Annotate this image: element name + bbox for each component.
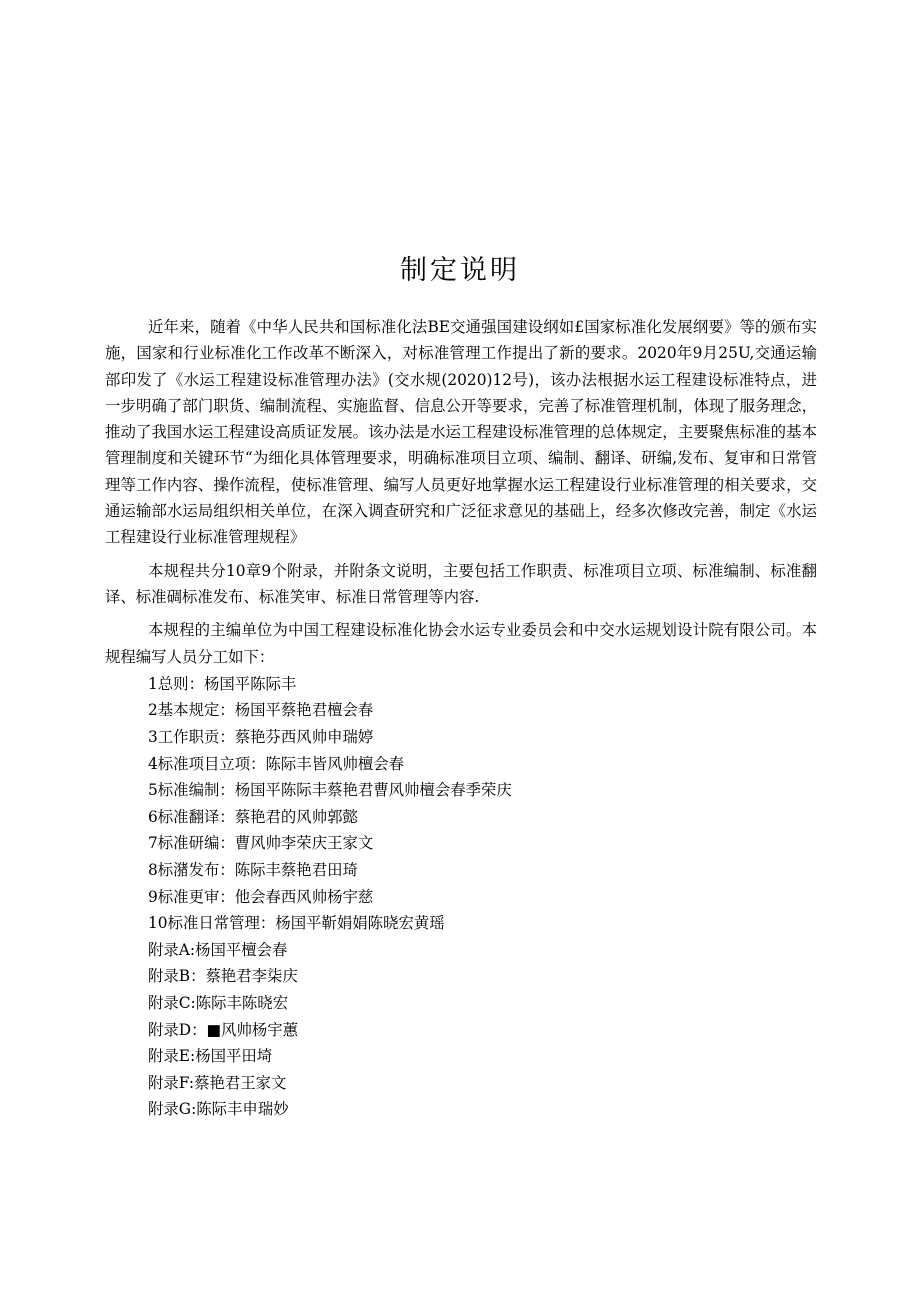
- text-line: 近年来，随着《中华人民共和国标准化法BE交通强国建设纲如£国家标准化发展纲要》等: [148, 318, 756, 336]
- list-item: 附录B：蔡艳君李柒庆: [148, 967, 298, 986]
- text-line: 本规程的主编单位为中国工程建设标准化协会水运专业委员会和中交水运规划设计院有: [148, 621, 740, 640]
- paragraph-editors: [105, 617, 817, 670]
- list-item: 10标准日常管理：杨国平靳娟娟陈晓宏黄瑶: [148, 914, 445, 933]
- list-item: 4标准项目立项：陈际丰皆风帅檀会春: [148, 754, 405, 773]
- text-line: 设标准管理的总体规定，主要聚焦标准的基本管理制度和关键环节“为细化具体管理要求，明: [105, 423, 817, 468]
- text-line: 本规程共分10章9个附录，并附条文说明，主要包括工作职责、标准项目立项、标准编制、: [148, 561, 771, 580]
- text-line: 标准管理规程》: [197, 528, 306, 547]
- list-item: 1总则：杨国平陈际丰: [148, 674, 297, 693]
- list-item: 8标潴发布：陈际丰蔡艳君田琦: [148, 861, 358, 880]
- text-line: 确标准项目立项、编制、翻译、研编,发布、复审和日常管理等工作内容、操作流程，使标准管: [105, 449, 817, 494]
- list-item: 6标准翻译：蔡艳君的风帅郭懿: [148, 807, 358, 826]
- list-item: 附录E:杨国平田埼: [148, 1047, 273, 1066]
- document-title: 制定说明: [400, 255, 520, 286]
- paragraph-background: [105, 314, 817, 551]
- list-item: 附录C:陈际丰陈晓宏: [148, 993, 289, 1012]
- list-item: 附录F:蔡艳君王家文: [148, 1073, 287, 1092]
- text-line: 单位，在深入调查研究和广泛征求意见的基础上，经多次修改完善，制定《水运工程建设行业: [105, 502, 817, 547]
- list-item: 附录G:陈际丰申瑞妙: [148, 1100, 289, 1119]
- text-line: 的颁布实施，国家和行业标准化工作改革不断深入，对标准管理工作提出了新的要求。2020年9: [105, 318, 817, 363]
- list-item: 附录A:杨国平檀会春: [148, 940, 288, 959]
- paragraph-structure: [105, 558, 817, 611]
- text-line: 月25U,交通运输部印发了《水运工程建设标准管理办法》(交水规(2020)12号)，该办法根据水运: [105, 344, 817, 389]
- list-item: 2基本规定：杨国平蔡艳君檀会春: [148, 701, 374, 720]
- text-line: 理、编写人员更好地掌握水运工程建设行业标准管理的相关要求，交通运输部水运局组织相关: [105, 475, 817, 521]
- list-item: 9标准更审：他会春西风帅杨宇慈: [148, 887, 374, 906]
- text-line: 标准管理机制，体现了服务理念，推动了我国水运工程建设高质证发展。该办法是水运工程建: [105, 396, 817, 442]
- text-line: 标准翻译、标准碉标准发布、标准笑审、标准日常管理等内容.: [105, 561, 817, 606]
- text-line: 工程建设标准特点，进一步明确了部门职货、编制流程、实施监督、信息公开等要求，完善了: [105, 370, 817, 415]
- document-body: [105, 314, 817, 1123]
- text-line: 限公司。本规程编写人员分工如下：: [105, 621, 817, 666]
- list-item: 附录D：■风帅杨宇蕙: [148, 1020, 299, 1039]
- editor-list: [105, 671, 817, 1123]
- list-item: 7标准研编：曹风帅李荣庆王家文: [148, 834, 374, 853]
- list-item: 5标准编制：杨国平陈际丰蔡艳君曹风帅檀会春季荣庆: [148, 781, 512, 800]
- list-item: 3工作职贡：蔡艳芬西风帅申瑞婷: [148, 728, 374, 747]
